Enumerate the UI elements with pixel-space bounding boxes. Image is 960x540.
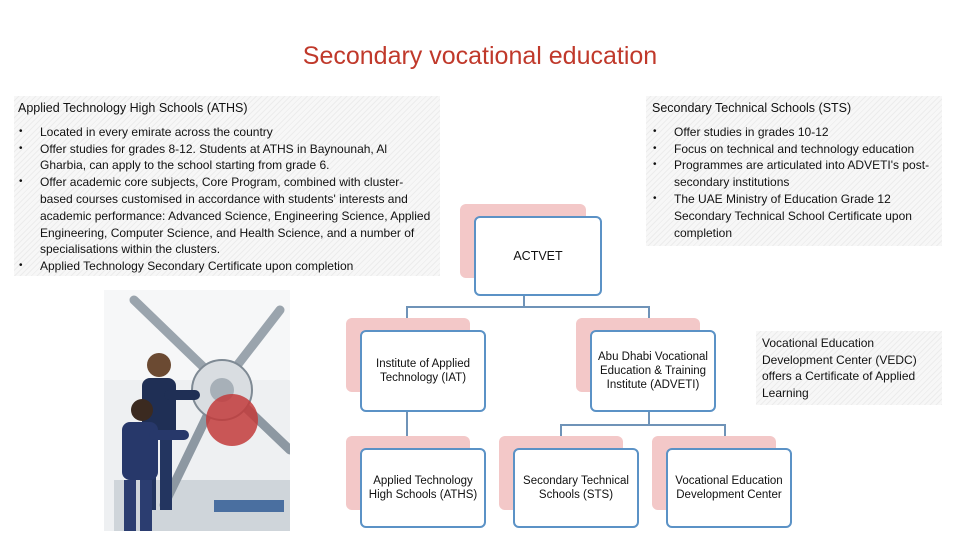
sts-bullet: • Programmes are articulated into ADVETI's post-secondary institutions [652,157,936,191]
aths-bullet: • Located in every emirate across the country [18,124,434,141]
sts-label: Secondary Technical Schools (STS) [523,475,629,501]
aths-bullet: • Offer academic core subjects, Core Program, combined with cluster-based courses customised in accordance with students' interests and academic performance: Advanced Science, Engineering Science, Applied Engineering, Computer Science, and Health Science, and a number of specialisations within the clusters. [18,174,434,258]
sts-info-panel [646,96,942,246]
iat-label: Institute of Applied Technology (IAT) [376,358,470,384]
aths-info-panel [14,96,440,276]
iat-node[interactable] [360,330,486,412]
vedc-node[interactable] [666,448,792,528]
connector-line [406,306,650,308]
sts-panel-heading: Secondary Technical Schools (STS) [652,101,852,115]
vedc-label: Vocational Education Development Center [675,475,783,501]
aths-panel-heading: Applied Technology High Schools (ATHS) [18,101,248,115]
sts-bullet: • Focus on technical and technology education [652,141,936,158]
aths-node[interactable] [360,448,486,528]
aths-bullet: • Offer studies for grades 8-12. Students at ATHS in Baynounah, Al Gharbia, can apply to the school starting from grade 6. [18,141,434,175]
aths-bullet: • Applied Technology Secondary Certificate upon completion [18,258,434,275]
page-title: Secondary vocational education [302,42,658,70]
connector-line [648,410,650,424]
actvet-label: ACTVET [513,249,563,263]
actvet-node[interactable] [474,216,602,296]
aths-bullet-list [18,124,434,275]
vedc-note-text: Vocational Education Development Center (VEDC) offers a Certificate of Applied Learning [762,336,917,400]
connector-line [560,424,726,426]
aths-label: Applied Technology High Schools (ATHS) [368,475,478,501]
adveti-node[interactable] [590,330,716,412]
sts-bullet-list [652,124,936,242]
sts-bullet: • The UAE Ministry of Education Grade 12 Secondary Technical School Certificate upon completion [652,191,936,241]
vedc-note-panel [756,331,942,405]
adveti-label: Abu Dhabi Vocational Education & Training Institute (ADVETI) [598,351,708,391]
sts-bullet: • Offer studies in grades 10-12 [652,124,936,141]
students-propeller-photo [104,290,290,531]
sts-node[interactable] [513,448,639,528]
